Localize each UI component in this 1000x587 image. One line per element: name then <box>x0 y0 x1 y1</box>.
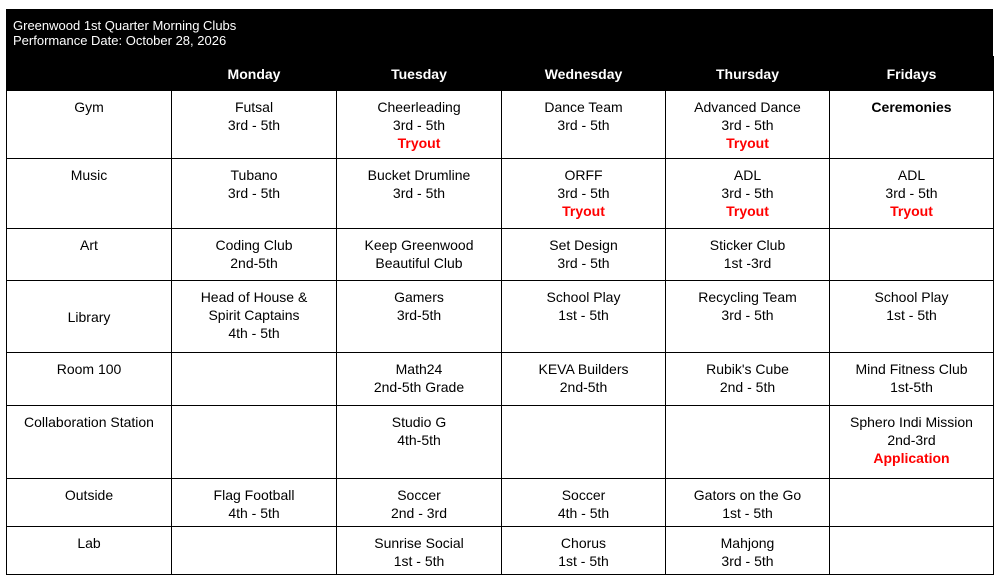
club-grades: 1st - 5th <box>722 505 773 521</box>
club-cell <box>830 159 994 229</box>
club-cell <box>337 406 502 479</box>
club-grades: 2nd - 3rd <box>390 505 448 521</box>
club-name: KEVA Builders <box>538 361 629 377</box>
club-cell <box>337 527 502 575</box>
club-name: Chorus <box>560 535 607 551</box>
schedule-sheet <box>6 9 993 575</box>
club-cell <box>172 479 337 527</box>
club-cell <box>172 353 337 406</box>
table-row <box>7 479 994 527</box>
club-grades: 3rd - 5th <box>721 185 774 201</box>
club-name: Rubik's Cube <box>706 361 789 377</box>
club-cell <box>502 406 666 479</box>
club-grades: 3rd - 5th <box>227 185 281 201</box>
club-name: Keep Greenwood <box>364 237 474 253</box>
club-cell <box>502 527 666 575</box>
club-name: Gamers <box>394 289 444 305</box>
room-label: Lab <box>7 527 172 575</box>
club-cell <box>502 353 666 406</box>
club-cell <box>666 281 830 353</box>
club-name: Set Design <box>549 237 618 253</box>
club-cell <box>830 479 994 527</box>
table-row <box>7 353 994 406</box>
club-name: Soccer <box>397 487 441 503</box>
club-cell <box>830 527 994 575</box>
schedule-title: Greenwood 1st Quarter Morning Clubs <box>13 18 237 33</box>
club-grades: 2nd-5th <box>559 379 608 395</box>
club-cell <box>666 229 830 281</box>
club-name: Sunrise Social <box>374 535 464 551</box>
club-note: Tryout <box>890 203 933 219</box>
table-row <box>7 159 994 229</box>
club-cell <box>502 229 666 281</box>
club-cell <box>830 353 994 406</box>
club-name: Dance Team <box>544 99 623 115</box>
club-cell <box>830 229 994 281</box>
club-name: ADL <box>733 167 762 183</box>
club-name: Math24 <box>395 361 443 377</box>
club-grades: 2nd-5th Grade <box>373 379 465 395</box>
club-name: Head of House & <box>200 289 308 305</box>
club-grades: 4th - 5th <box>228 505 280 521</box>
club-grades: 4th - 5th <box>228 325 280 341</box>
club-cell <box>502 91 666 159</box>
club-note: Tryout <box>397 135 441 151</box>
club-grades: 1st -3rd <box>723 255 772 271</box>
club-cell <box>502 479 666 527</box>
day-header-fridays: Fridays <box>830 57 994 91</box>
club-grades: 1st-5th <box>890 379 933 395</box>
day-header-row <box>7 57 994 91</box>
club-cell <box>337 479 502 527</box>
club-cell <box>172 281 337 353</box>
club-cell <box>172 159 337 229</box>
table-row <box>7 281 994 353</box>
club-cell <box>172 91 337 159</box>
club-name: Soccer <box>561 487 606 503</box>
day-header-tuesday: Tuesday <box>337 57 502 91</box>
club-grades: 4th - 5th <box>557 505 610 521</box>
club-name: Mind Fitness Club <box>855 361 968 377</box>
club-grades: 1st - 5th <box>393 553 445 569</box>
club-cell <box>172 527 337 575</box>
club-name: Advanced Dance <box>694 99 801 115</box>
club-name: ADL <box>897 167 926 183</box>
room-label: Collaboration Station <box>7 406 172 479</box>
corner-header <box>7 57 172 91</box>
club-cell <box>830 281 994 353</box>
club-grades: 3rd - 5th <box>557 117 610 133</box>
club-cell <box>337 91 502 159</box>
club-cell <box>666 479 830 527</box>
club-grades: 3rd - 5th <box>721 553 774 569</box>
club-cell <box>337 353 502 406</box>
club-name: School Play <box>546 289 621 305</box>
club-grades: 3rd - 5th <box>721 117 774 133</box>
room-label: Room 100 <box>7 353 172 406</box>
room-label: Music <box>7 159 172 229</box>
title-block <box>6 9 993 56</box>
table-row <box>7 229 994 281</box>
club-cell <box>337 159 502 229</box>
club-cell <box>337 281 502 353</box>
room-label: Gym <box>7 91 172 159</box>
performance-date: Performance Date: October 28, 2026 <box>13 33 227 48</box>
club-grades: 4th-5th <box>397 432 441 448</box>
club-schedule-table <box>6 56 994 575</box>
club-cell <box>337 229 502 281</box>
club-cell <box>502 281 666 353</box>
club-name: Recycling Team <box>698 289 797 305</box>
club-grades: 1st - 5th <box>886 307 937 323</box>
club-cell <box>666 527 830 575</box>
day-header-thursday: Thursday <box>666 57 830 91</box>
club-name: Studio G <box>391 414 447 430</box>
schedule-body <box>7 91 994 575</box>
club-name: School Play <box>874 289 949 305</box>
table-row <box>7 406 994 479</box>
club-name: Sphero Indi Mission <box>850 414 973 430</box>
room-label: Art <box>7 229 172 281</box>
club-note: Tryout <box>726 135 769 151</box>
club-name: Spirit Captains <box>208 307 300 323</box>
club-grades: 3rd - 5th <box>885 185 938 201</box>
club-name: Bucket Drumline <box>367 167 471 183</box>
club-name: Cheerleading <box>377 99 461 115</box>
day-header-monday: Monday <box>172 57 337 91</box>
club-grades: 3rd - 5th <box>721 307 774 323</box>
club-cell <box>830 406 994 479</box>
club-name: Gators on the Go <box>693 487 802 503</box>
table-row <box>7 91 994 159</box>
club-grades: 3rd - 5th <box>557 255 610 271</box>
club-note: Tryout <box>726 203 769 219</box>
club-name: Flag Football <box>213 487 295 503</box>
table-row <box>7 527 994 575</box>
club-grades: 3rd-5th <box>396 307 442 323</box>
club-grades: 2nd-5th <box>230 255 278 271</box>
club-cell <box>666 353 830 406</box>
club-grades: 3rd - 5th <box>227 117 281 133</box>
club-name: Coding Club <box>215 237 293 253</box>
club-grades: 3rd - 5th <box>392 117 446 133</box>
room-label: Outside <box>7 479 172 527</box>
club-cell <box>666 159 830 229</box>
club-grades: 2nd-3rd <box>887 432 936 448</box>
club-name: Beautiful Club <box>375 255 463 271</box>
room-label: Library <box>7 281 172 353</box>
club-cell <box>172 406 337 479</box>
club-grades: 3rd - 5th <box>392 185 446 201</box>
club-name: ORFF <box>564 167 603 183</box>
club-cell <box>666 91 830 159</box>
club-note: Application <box>873 450 950 466</box>
club-cell <box>172 229 337 281</box>
club-cell <box>666 406 830 479</box>
club-cell <box>502 159 666 229</box>
day-header-wednesday: Wednesday <box>502 57 666 91</box>
club-grades: 2nd - 5th <box>719 379 776 395</box>
club-name: Mahjong <box>720 535 775 551</box>
club-name: Futsal <box>234 99 274 115</box>
club-name: Sticker Club <box>709 237 786 253</box>
club-name: Tubano <box>230 167 278 183</box>
club-note: Tryout <box>562 203 605 219</box>
club-grades: 3rd - 5th <box>557 185 610 201</box>
club-grades: 1st - 5th <box>558 553 609 569</box>
club-grades: 1st - 5th <box>558 307 609 323</box>
club-name: Ceremonies <box>871 99 952 115</box>
club-cell <box>830 91 994 159</box>
